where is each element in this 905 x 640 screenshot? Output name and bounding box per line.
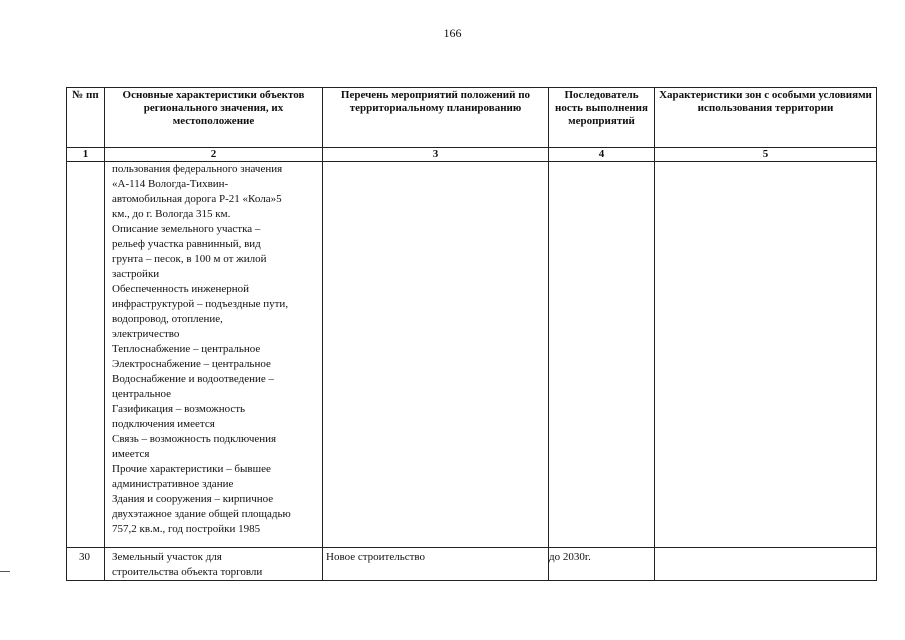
description-line: имеется <box>112 448 150 460</box>
description-line: 757,2 кв.м., год постройки 1985 <box>112 523 261 535</box>
header-number: № пп <box>67 88 105 148</box>
header-object-characteristics: Основные характеристики объектов регионального значения, их местоположение <box>105 88 323 148</box>
header-sequence: Последователь ность выполнения мероприятий <box>549 88 655 148</box>
description-line: строительства объекта торговли <box>112 566 263 578</box>
description-line: Теплоснабжение – центральное <box>112 343 261 355</box>
description-line: центральное <box>112 388 171 400</box>
zones-cell <box>655 162 877 548</box>
column-number: 4 <box>549 148 655 162</box>
description-line: грунта – песок, в 100 м от жилой <box>112 253 267 265</box>
sequence-cell: до 2030г. <box>549 548 655 581</box>
object-description-cell <box>105 548 323 581</box>
description-line: водопровод, отопление, <box>112 313 223 325</box>
description-line: Электроснабжение – центральное <box>112 358 271 370</box>
description-line: «А-114 Вологда-Тихвин- <box>112 178 229 190</box>
header-zone-characteristics: Характеристики зон с особыми условиями использования территории <box>655 88 877 148</box>
measures-cell <box>323 162 549 548</box>
description-line: Газификация – возможность <box>112 403 246 415</box>
description-line: Обеспеченность инженерной <box>112 283 250 295</box>
description-line: инфраструктурой – подъездные пути, <box>112 298 289 310</box>
description-line: пользования федерального значения <box>112 163 283 175</box>
planning-table <box>66 87 877 581</box>
description-line: Связь – возможность подключения <box>112 433 277 445</box>
description-line: двухэтажное здание общей площадью <box>112 508 291 520</box>
object-description-cell <box>105 162 323 548</box>
description-line: административное здание <box>112 478 234 490</box>
description-line: Водоснабжение и водоотведение – <box>112 373 275 385</box>
table-header-row <box>67 88 877 148</box>
description-line: Описание земельного участка – <box>112 223 261 235</box>
row-number-cell <box>67 162 105 548</box>
description-line: застройки <box>112 268 160 280</box>
table-row <box>67 162 877 548</box>
table-row <box>67 548 877 581</box>
margin-mark <box>0 571 10 572</box>
description-line: км., до г. Вологда 315 км. <box>112 208 231 220</box>
description-line: Здания и сооружения – кирпичное <box>112 493 274 505</box>
column-number: 2 <box>105 148 323 162</box>
description-line: автомобильная дорога Р-21 «Кола»5 <box>112 193 282 205</box>
column-number-row <box>67 148 877 162</box>
description-line: электричество <box>112 328 180 340</box>
sequence-cell <box>549 162 655 548</box>
column-number: 1 <box>67 148 105 162</box>
row-number-cell: 30 <box>67 548 105 581</box>
zones-cell <box>655 548 877 581</box>
page-number: 166 <box>443 26 462 40</box>
column-number: 3 <box>323 148 549 162</box>
description-line: Земельный участок для <box>112 551 222 563</box>
description-line: Прочие характеристики – бывшее <box>112 463 271 475</box>
measures-cell: Новое строительство <box>323 548 549 581</box>
description-line: подключения имеется <box>112 418 215 430</box>
column-number: 5 <box>655 148 877 162</box>
header-measures: Перечень мероприятий положений по территориальному планированию <box>323 88 549 148</box>
description-line: рельеф участка равнинный, вид <box>112 238 261 250</box>
